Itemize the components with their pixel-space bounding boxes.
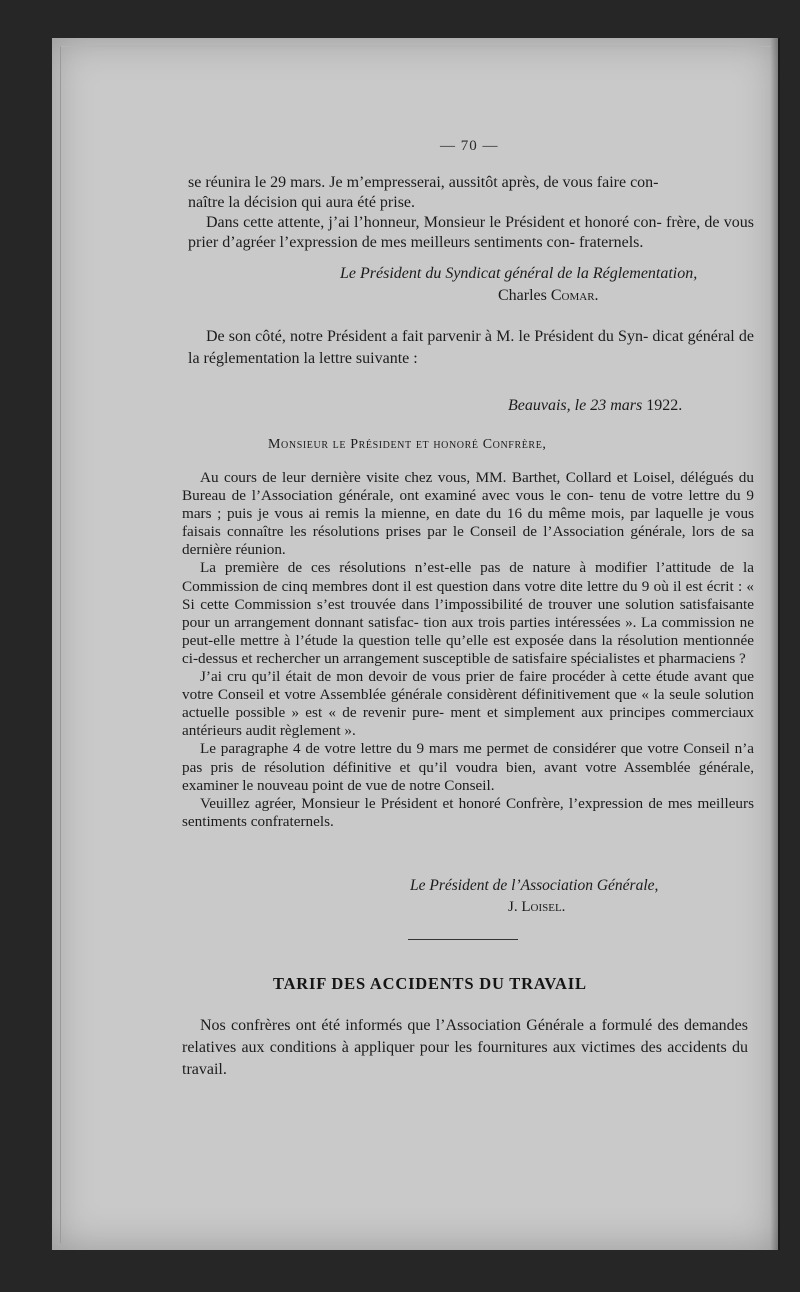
- section-paragraph: Nos confrères ont été informés que l’Association Générale a formulé des demandes relatives aux conditions à appliquer pour les fournitures aux victimes des accidents du travail.: [182, 1017, 748, 1078]
- intro-line-2: naître la décision qui aura été prise.: [188, 194, 416, 211]
- signature-2-name: J. Loisel.: [508, 899, 566, 915]
- signature-2-title: Le Président de l’Association Générale,: [410, 877, 659, 894]
- transition-paragraph: [188, 326, 754, 370]
- letter-paragraph-4: Le paragraphe 4 de votre lettre du 9 mars me permet de considérer que votre Conseil n’a pas pris de résolution définitive et qu’il voudra bien, avant votre Assemblée générale, examiner le nouveau point de vue de notre Conseil.: [182, 740, 754, 794]
- signature-1-name: [498, 287, 599, 305]
- page-number: — 70 —: [440, 138, 499, 154]
- letter-paragraph-1: Au cours de leur dernière visite chez vous, MM. Barthet, Collard et Loisel, délégués du Bureau de l’Association générale, ont examiné avec vous le con- tenu de votre lettre du 9 mars ; puis je vous ai remis la mienne, en date du 16 du même mois, par laquelle je vous faisais connaître les résolutions prises par le Conseil de l’Association générale, lors de sa dernière réunion.: [182, 469, 754, 559]
- date-place: Beauvais,: [508, 397, 571, 414]
- signature-1-last-name: Comar.: [550, 287, 599, 304]
- intro-paragraph-2: Dans cette attente, j’ai l’honneur, Monsieur le Président et honoré con- frère, de vous prier d’agréer l’expression de mes meilleurs sentiments con- fraternels.: [188, 214, 754, 251]
- section-divider: [408, 939, 518, 940]
- intro-text: [188, 173, 754, 253]
- transition-text: De son côté, notre Président a fait parvenir à M. le Président du Syn- dicat général de la réglementation la lettre suivante :: [188, 328, 754, 367]
- letter-paragraph-2: La première de ces résolutions n’est-elle pas de nature à modifier l’attitude de la Commission de cinq membres dont il est question dans votre dite lettre du 9 où il est écrit : « Si cette Commission s’est trouvée dans l’impossibilité de trouver une solution satisfaisante pour un arrangement donnant satisfac- tion aux trois parties intéressées ». La commission ne peut-elle mettre à l’étude la question telle qu’elle est exposée dans la résolution mentionnée ci-dessus et rechercher un arrangement susceptible de satisfaire spécialistes et pharmaciens ?: [182, 559, 754, 667]
- date-le: le 23: [574, 397, 607, 414]
- section-body: [182, 1015, 748, 1081]
- letter-paragraph-3: J’ai cru qu’il était de mon devoir de vous prier de faire procéder à cette étude avant que votre Conseil et votre Assemblée générale considèrent définitivement que « la seule solution actuelle possible » est « de revenir pure- ment et simplement aux principes commerciaux antérieurs audit règlement ».: [182, 668, 754, 740]
- date-year: 1922.: [646, 397, 683, 414]
- intro-line-1: se réunira le 29 mars. Je m’empresserai, aussitôt après, de vous faire con-: [188, 174, 659, 191]
- date-month: mars: [610, 397, 643, 414]
- letter-salutation: Monsieur le Président et honoré Confrère,: [268, 437, 547, 452]
- signature-1-title: Le Président du Syndicat général de la Réglementation,: [340, 265, 698, 282]
- letter-body: [182, 469, 754, 831]
- letter-paragraph-5: Veuillez agréer, Monsieur le Président et honoré Confrère, l’expression de mes meilleurs sentiments confraternels.: [182, 794, 754, 830]
- signature-1-first-name: Charles: [498, 287, 547, 304]
- letter-date: [508, 397, 682, 415]
- section-title: TARIF DES ACCIDENTS DU TRAVAIL: [273, 974, 587, 993]
